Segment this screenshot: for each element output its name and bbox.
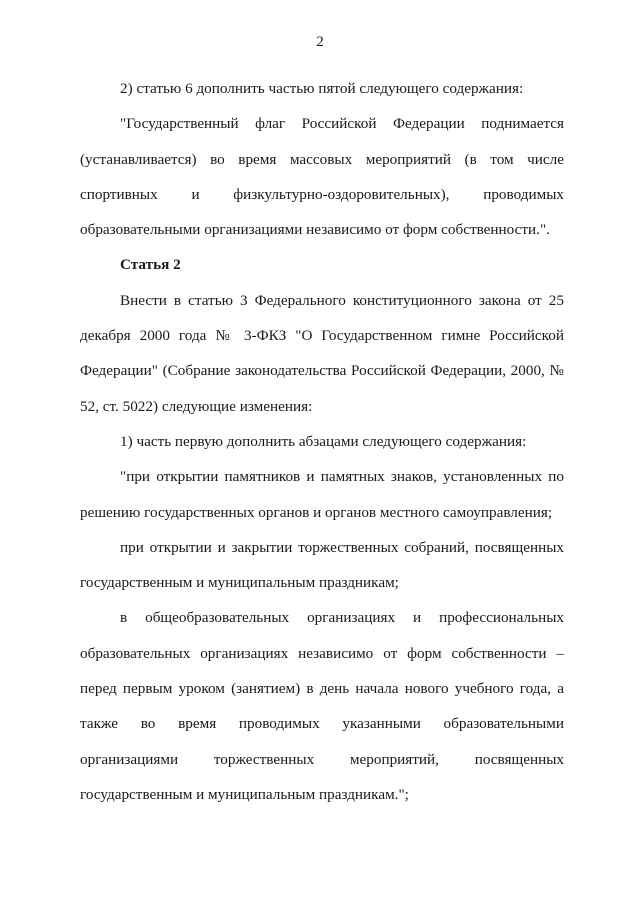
paragraph-anthem-law-amendment: Внести в статью 3 Федерального конституционного закона от 25 декабря 2000 года № 3-ФКЗ "О Государственном гимне Российской Федерации" (Собрание законодательства Российской Федерации, 2000, № 52, ст. 5022) следующие изменения:: [80, 291, 564, 415]
paragraph-monuments: "при открытии памятников и памятных знаков, установленных по решению государственных органов и органов местного самоуправления;: [80, 468, 564, 521]
paragraph-amend-article-6: 2) статью 6 дополнить частью пятой следующего содержания:: [120, 80, 524, 97]
paragraph-part-one-intro: 1) часть первую дополнить абзацами следующего содержания:: [120, 432, 527, 450]
paragraph-ceremonial-meetings: при открытии и закрытии торжественных собраний, посвященных государственным и муниципальным праздникам;: [80, 538, 564, 592]
document-body: [80, 71, 564, 812]
paragraph-educational-organizations: в общеобразовательных организациях и профессиональных образовательных организациях независимо от форм собственности – перед первым уроком (занятием) в день начала нового учебного года, а также во время проводимых указанными образовательными организациями торжественных мероприятий, посвященных государственным и муниципальным праздникам.";: [80, 609, 564, 803]
article-2-heading: Статья 2: [120, 256, 181, 274]
page-number: 2: [316, 34, 324, 50]
paragraph-flag-text: "Государственный флаг Российской Федерации поднимается (устанавливается) во время массовых мероприятий (в том числе спортивных и физкультурно-оздоровительных), проводимых образовательными организациями независимо от форм собственности.".: [80, 115, 564, 239]
